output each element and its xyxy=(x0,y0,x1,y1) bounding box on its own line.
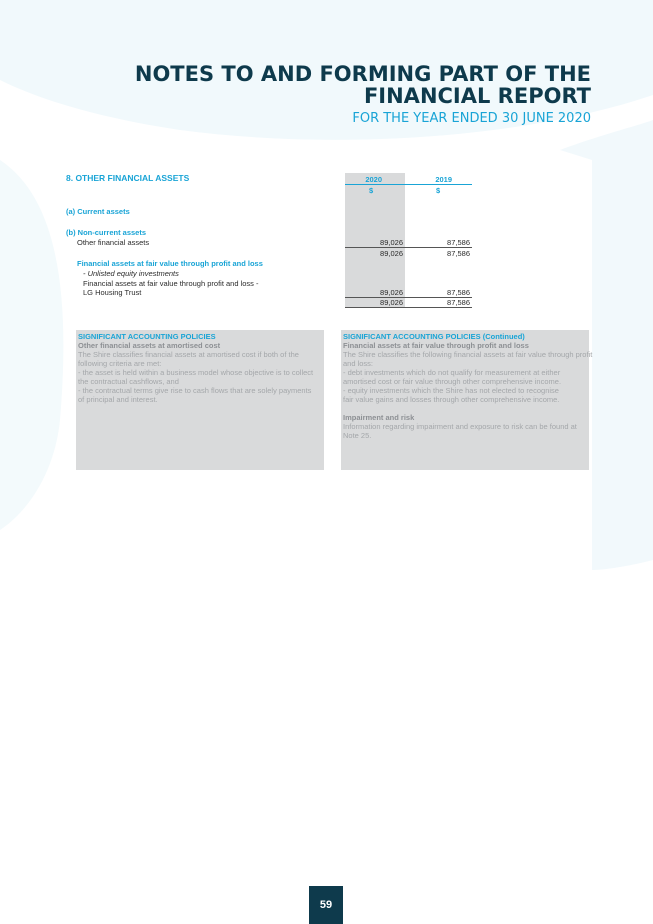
page-subtitle: FOR THE YEAR ENDED 30 JUNE 2020 xyxy=(352,111,591,126)
policies-left-subheading: Other financial assets at amortised cost xyxy=(78,341,221,350)
lg-housing-trust-label: LG Housing Trust xyxy=(83,288,142,297)
policies-left-line: The Shire classifies financial assets at amortised cost if both of the xyxy=(78,350,299,359)
fvtpl-heading: Financial assets at fair value through profit and loss xyxy=(77,259,263,268)
subtotal-rule-1 xyxy=(345,247,472,248)
policies-right-line: The Shire classifies the following financial assets at fair value through profit xyxy=(343,350,593,359)
current-assets-label: (a) Current assets xyxy=(66,207,130,216)
currency-2020: $ xyxy=(369,186,374,195)
policies-left-line: - the asset is held within a business model whose objective is to collect xyxy=(78,368,314,377)
policies-right-subheading: Financial assets at fair value through profit and loss xyxy=(343,341,529,350)
policies-right-line: and loss: xyxy=(343,359,374,368)
non-current-assets-label: (b) Non-current assets xyxy=(66,228,147,237)
policies-left-line: - the contractual terms give rise to cash flows that are solely payments xyxy=(78,386,312,395)
accounting-policies-right xyxy=(341,330,593,470)
total-rule-bottom xyxy=(345,307,472,308)
policies-right-heading: SIGNIFICANT ACCOUNTING POLICIES (Continued) xyxy=(343,332,525,341)
page-number: 59 xyxy=(309,886,343,924)
col-header-2020: 2020 xyxy=(365,175,382,184)
currency-2019: $ xyxy=(436,186,441,195)
header-rule xyxy=(345,184,472,185)
policies-right-line: amortised cost or fair value through other comprehensive income. xyxy=(343,377,562,386)
total-2020: 89,026 xyxy=(380,298,403,307)
subtotal-1-2019: 87,586 xyxy=(447,249,470,258)
page-title-line2: FINANCIAL REPORT xyxy=(363,84,591,108)
impairment-heading: Impairment and risk xyxy=(343,413,415,422)
policies-left-heading: SIGNIFICANT ACCOUNTING POLICIES xyxy=(78,332,216,341)
policies-right-spacer xyxy=(343,404,589,413)
subtotal-1-2020: 89,026 xyxy=(380,249,403,258)
page-title-line1: NOTES TO AND FORMING PART OF THE xyxy=(134,62,591,86)
col-header-2019: 2019 xyxy=(435,175,452,184)
lg-housing-trust-2019: 87,586 xyxy=(447,288,470,297)
policies-left-line: following criteria are met: xyxy=(78,359,162,368)
lg-housing-trust-2020: 89,026 xyxy=(380,288,403,297)
policies-left-line: the contractual cashflows, and xyxy=(78,377,179,386)
policies-right-line: - equity investments which the Shire has not elected to recognise xyxy=(343,386,559,395)
total-2019: 87,586 xyxy=(447,298,470,307)
policies-right-line: Note 25. xyxy=(343,431,372,440)
accounting-policies-left xyxy=(76,330,324,470)
note-heading: 8. OTHER FINANCIAL ASSETS xyxy=(66,173,190,183)
other-financial-assets-2020: 89,026 xyxy=(380,238,403,247)
fvtpl-line-label: Financial assets at fair value through profit and loss - xyxy=(83,279,259,288)
other-financial-assets-2019: 87,586 xyxy=(447,238,470,247)
other-financial-assets-label: Other financial assets xyxy=(77,238,150,247)
unlisted-equity-label: - Unlisted equity investments xyxy=(83,269,179,278)
policies-left-line: of principal and interest. xyxy=(78,395,158,404)
policies-right-line: Information regarding impairment and exposure to risk can be found at xyxy=(343,422,577,431)
policies-right-line: fair value gains and losses through other comprehensive income. xyxy=(343,395,560,404)
policies-right-line: - debt investments which do not qualify for measurement at either xyxy=(343,368,561,377)
